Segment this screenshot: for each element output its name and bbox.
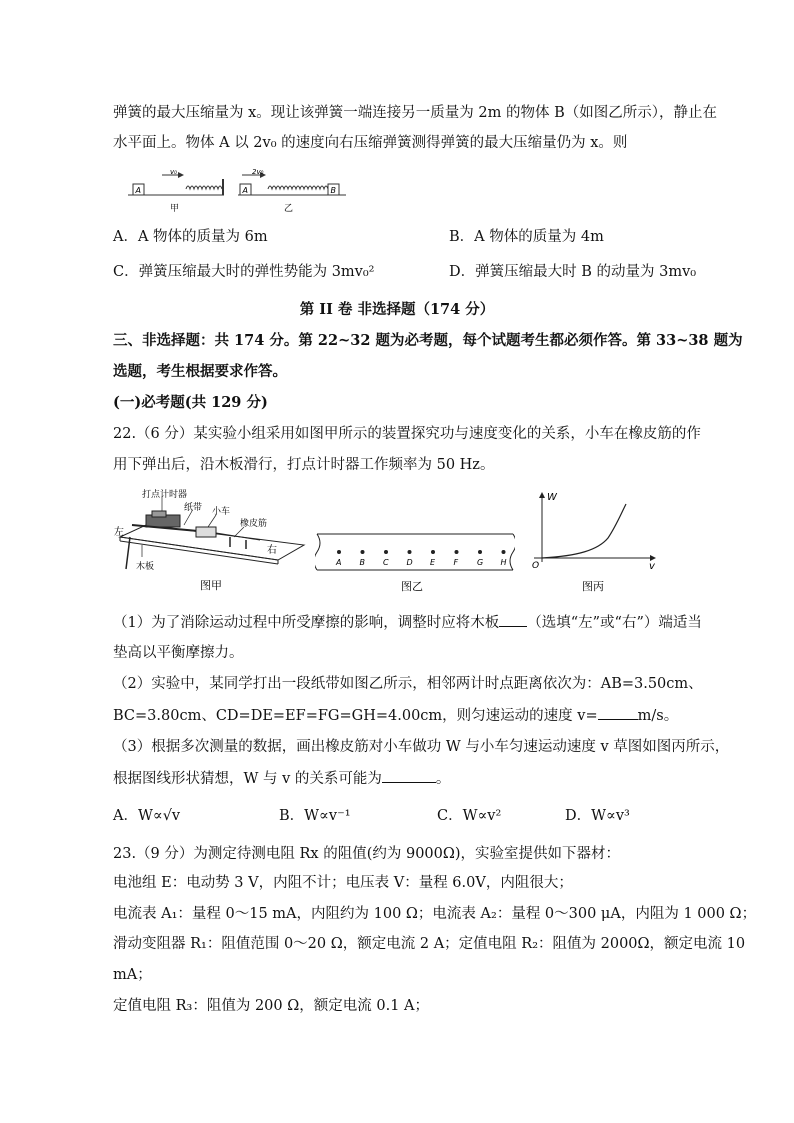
q23-line-6: 定值电阻 R₃：阻值为 200 Ω，额定电流 0.1 A； [113,998,430,1014]
caption-jia: 甲 [170,204,180,214]
q21-option-d: D．弹簧压缩最大时 B 的动量为 3mv₀ [449,264,697,280]
section-desc-line-2: 选题，考生根据要求作答。 [113,363,287,380]
label-right: 右 [267,545,277,556]
label-band: 橡皮筋 [240,519,268,529]
velocity-yi: 2v₀ [252,168,264,176]
y-axis-label: W [547,492,557,503]
q22-part1-blank[interactable] [499,612,527,627]
q22-part3-text-b: 。 [435,771,451,787]
tape-label-e: E [430,558,436,567]
q23-line-1: 23.（9 分）为测定待测电阻 Rx 的阻值(约为 9000Ω)，实验室提供如下器材： [113,846,621,862]
w-v-curve [542,504,626,558]
tape-dot-g [478,550,482,554]
q22-part3-blank[interactable] [382,768,436,783]
q23-line-3: 电流表 A₁：量程 0～15 mA，内阻约为 100 Ω；电流表 A₂：量程 0～300 μA，内阻为 1 000 Ω； [113,906,757,922]
q23-line-5: mA； [113,967,152,983]
tape-points [335,550,507,567]
arrow-jia [178,172,184,178]
section-desc-line-1: 三、非选择题：共 174 分。第 22~32 题为必考题，每个试题考生都必须作答。第 33~38 题为 [113,332,743,349]
q22-part2-text-a: BC=3.80cm、CD=DE=EF=FG=GH=4.00cm，则匀速运动的速度 v= [113,708,598,724]
label-cart: 小车 [212,507,231,517]
label-left: 左 [114,527,124,538]
tape-label-a: A [336,558,342,567]
q22-part3-line-1: （3）根据多次测量的数据，画出橡皮筋对小车做功 W 与小车匀速运动速度 v 草图如图丙所示， [113,739,730,755]
tape-dot-c [384,550,388,554]
spring-coil-jia [186,186,222,189]
q22-option-b: B．W∝v⁻¹ [279,808,351,824]
spring-figure-yi [238,168,346,214]
block-a-yi-label: A [242,186,248,195]
tape-label-g: G [477,558,484,567]
caption-fig-jia: 图甲 [200,579,222,592]
caption-fig-yi: 图乙 [401,580,423,593]
tape-label-h: H [500,558,507,567]
caption-fig-bing: 图丙 [582,580,604,593]
block-b-yi-label: B [330,186,336,195]
tape-dot-e [431,550,435,554]
q22-stem-line-2: 用下弹出后，沿木板滑行，打点计时器工作频率为 50 Hz。 [113,457,495,473]
q22-part2-line-1: （2）实验中，某同学打出一段纸带如图乙所示，相邻两计时点距离依次为：AB=3.50cm、 [113,676,703,692]
figure-bing [528,490,660,596]
label-tape: 纸带 [184,503,203,513]
q22-part1-line-1 [113,612,702,633]
spring-coil-yi [268,186,328,189]
q22-part3-line-2 [113,768,450,789]
q22-stem-line-1: 22.（6 分）某实验小组采用如图甲所示的装置探究功与速度变化的关系，小车在橡皮筋的作 [113,426,701,442]
tape-dot-b [361,550,365,554]
q22-part2-blank[interactable] [598,705,638,720]
q21-option-c: C．弹簧压缩最大时的弹性势能为 3mv₀² [113,264,375,280]
q22-option-d: D．W∝v³ [565,808,630,824]
label-timer: 打点计时器 [142,490,188,500]
q22-part1-line-2: 垫高以平衡摩擦力。 [113,645,244,661]
tape-dot-a [337,550,341,554]
figure-jia [112,485,312,595]
figure-yi [315,530,515,596]
q22-option-c: C．W∝v² [437,808,502,824]
q22-part2-line-2 [113,705,678,726]
tape-label-f: F [453,558,459,567]
q22-part1-text-b: （选填“左”或“右”）端适当 [527,615,702,631]
q22-part3-text-a: 根据图线形状猜想，W 与 v 的关系可能为 [113,771,382,787]
q23-line-2: 电池组 E：电动势 3 V，内阻不计；电压表 V：量程 6.0V，内阻很大； [113,875,573,891]
q22-option-a: A．W∝√v [113,808,181,824]
x-axis-label: v [649,561,655,572]
section-title: 第 II 卷 非选择题（174 分） [299,301,495,318]
q23-line-4: 滑动变阻器 R₁：阻值范围 0～20 Ω，额定电流 2 A；定值电阻 R₂：阻值为 2000Ω，额定电流 10 [113,936,746,952]
spring-figure-jia [128,168,224,214]
q21-option-a: A．A 物体的质量为 6m [113,229,268,245]
origin-label: O [532,561,540,571]
tape-label-d: D [406,558,413,567]
block-a-jia-label: A [135,186,141,195]
q21-option-b: B．A 物体的质量为 4m [449,229,604,245]
intro-line-1: 弹簧的最大压缩量为 x。现让该弹簧一端连接另一质量为 2m 的物体 B（如图乙所示），静止在 [113,105,717,121]
caption-yi: 乙 [284,204,294,214]
subsection-title: (一)必考题(共 129 分) [113,394,268,411]
tape-label-b: B [359,558,365,567]
spring-figure [128,165,348,215]
cart [196,527,216,537]
velocity-jia: v₀ [170,168,177,176]
q22-part2-text-b: m/s。 [637,708,679,724]
label-board: 木板 [136,562,155,572]
tape-label-c: C [383,558,389,567]
tape-dot-d [408,550,412,554]
intro-line-2: 水平面上。物体 A 以 2v₀ 的速度向右压缩弹簧测得弹簧的最大压缩量仍为 x。则 [113,135,628,151]
tape-dot-h [502,550,506,554]
q22-part1-text-a: （1）为了消除运动过程中所受摩擦的影响，调整时应将木板 [113,615,500,631]
tape-dot-f [455,550,459,554]
